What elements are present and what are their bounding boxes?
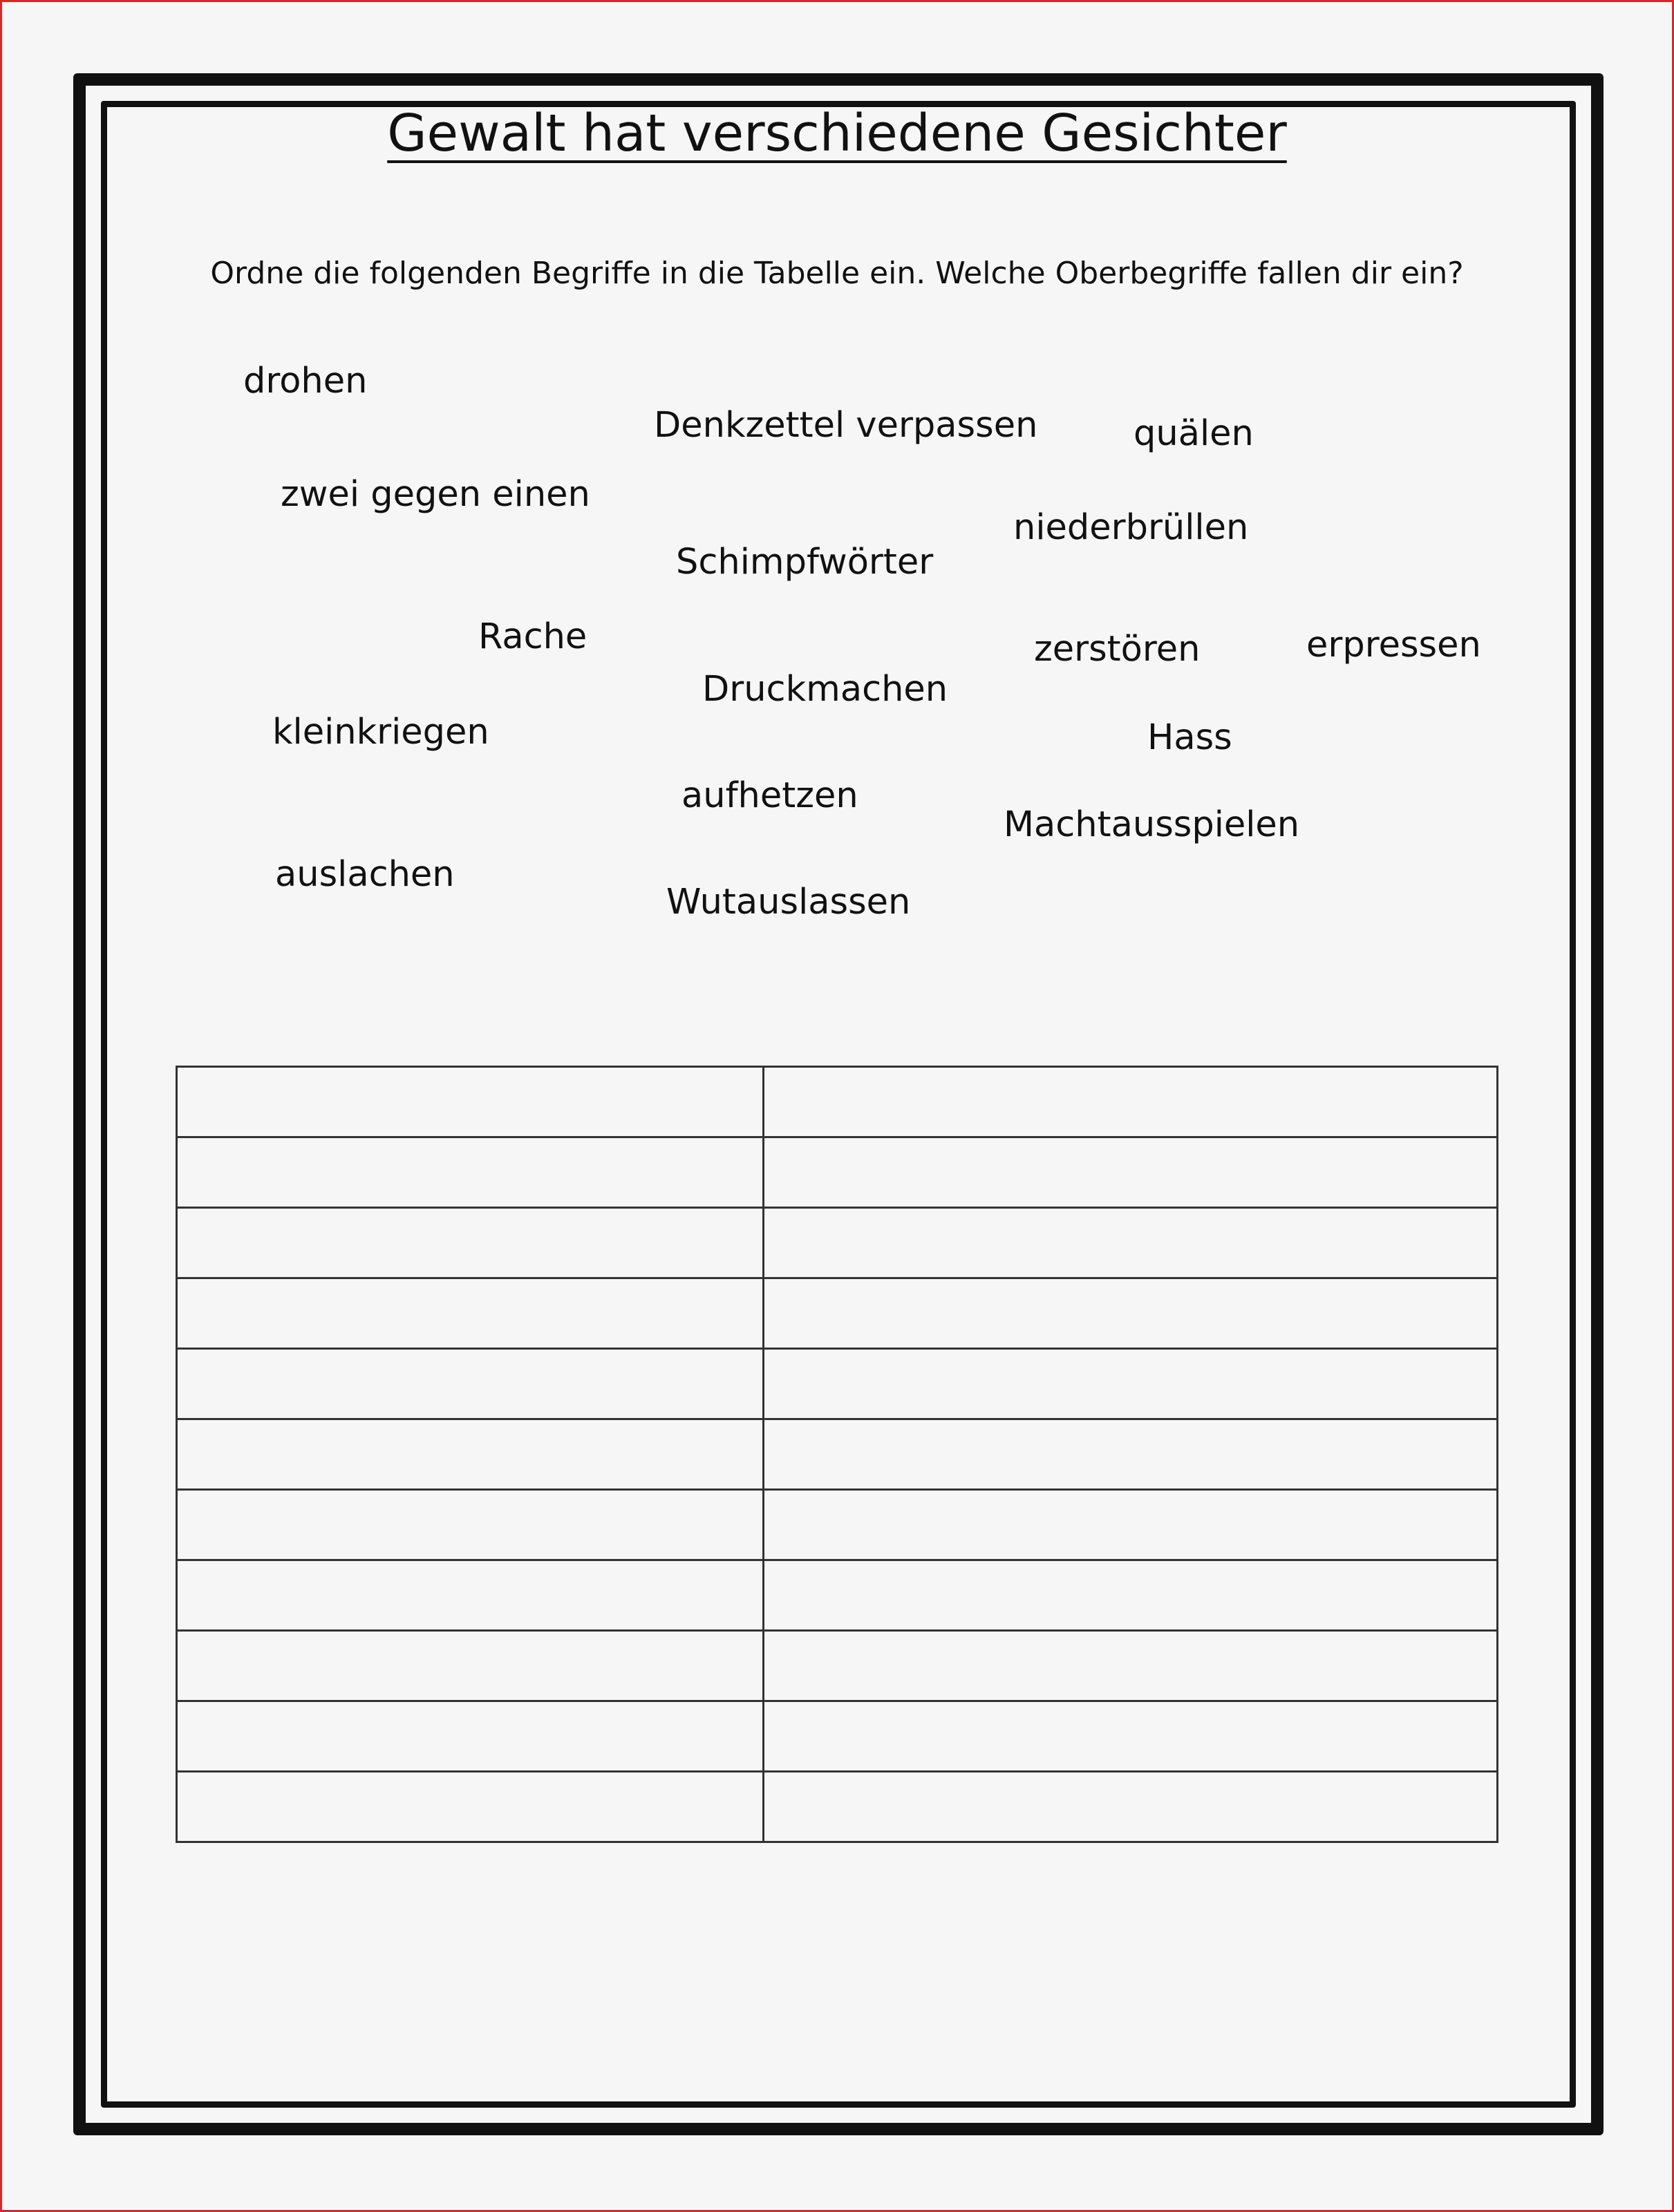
sorting-table bbox=[176, 1066, 1498, 1843]
table-cell[interactable] bbox=[177, 1631, 764, 1701]
word-zwei-gegen-einen: zwei gegen einen bbox=[281, 474, 590, 515]
word-wutauslassen: Wutauslassen bbox=[666, 882, 911, 923]
table-cell[interactable] bbox=[177, 1560, 764, 1631]
word-rache: Rache bbox=[478, 616, 587, 657]
table-row bbox=[177, 1137, 1498, 1208]
word-hass: Hass bbox=[1147, 717, 1232, 758]
table-row bbox=[177, 1701, 1498, 1772]
worksheet-title: Gewalt hat verschiedene Gesichter bbox=[387, 104, 1287, 163]
table-cell[interactable] bbox=[764, 1137, 1498, 1208]
table-cell[interactable] bbox=[764, 1067, 1498, 1137]
word-denkzettel-verpassen: Denkzettel verpassen bbox=[654, 405, 1038, 446]
worksheet-instruction: Ordne die folgenden Begriffe in die Tabelle ein. Welche Oberbegriffe fallen dir ein? bbox=[210, 256, 1464, 291]
table-cell[interactable] bbox=[177, 1419, 764, 1490]
table-cell[interactable] bbox=[177, 1701, 764, 1772]
table-row bbox=[177, 1208, 1498, 1278]
word-auslachen: auslachen bbox=[275, 854, 455, 895]
word-kleinkriegen: kleinkriegen bbox=[272, 712, 489, 753]
table-cell[interactable] bbox=[764, 1278, 1498, 1349]
table-row bbox=[177, 1349, 1498, 1419]
table-cell[interactable] bbox=[177, 1067, 764, 1137]
table-row bbox=[177, 1278, 1498, 1349]
table-cell[interactable] bbox=[177, 1349, 764, 1419]
word-drohen: drohen bbox=[243, 361, 368, 401]
table-cell[interactable] bbox=[764, 1701, 1498, 1772]
word-quaelen: quälen bbox=[1134, 413, 1254, 454]
table-cell[interactable] bbox=[764, 1631, 1498, 1701]
table-cell[interactable] bbox=[177, 1772, 764, 1842]
table-cell[interactable] bbox=[177, 1278, 764, 1349]
table-row bbox=[177, 1560, 1498, 1631]
table-cell[interactable] bbox=[764, 1560, 1498, 1631]
table-cell[interactable] bbox=[177, 1137, 764, 1208]
table-cell[interactable] bbox=[764, 1208, 1498, 1278]
word-aufhetzen: aufhetzen bbox=[681, 775, 858, 816]
table-cell[interactable] bbox=[177, 1490, 764, 1560]
table-row bbox=[177, 1490, 1498, 1560]
word-machtausspielen: Machtausspielen bbox=[1004, 804, 1300, 845]
word-schimpfwoerter: Schimpfwörter bbox=[676, 542, 934, 583]
table-row bbox=[177, 1067, 1498, 1137]
table-row bbox=[177, 1631, 1498, 1701]
table-row bbox=[177, 1772, 1498, 1842]
table-cell[interactable] bbox=[764, 1419, 1498, 1490]
word-zerstoeren: zerstören bbox=[1034, 629, 1201, 670]
table-cell[interactable] bbox=[764, 1490, 1498, 1560]
table-cell[interactable] bbox=[764, 1349, 1498, 1419]
word-druckmachen: Druckmachen bbox=[702, 669, 948, 710]
table-cell[interactable] bbox=[764, 1772, 1498, 1842]
word-niederbruellen: niederbrüllen bbox=[1013, 507, 1249, 548]
word-erpressen: erpressen bbox=[1306, 625, 1481, 665]
table-cell[interactable] bbox=[177, 1208, 764, 1278]
table-row bbox=[177, 1419, 1498, 1490]
